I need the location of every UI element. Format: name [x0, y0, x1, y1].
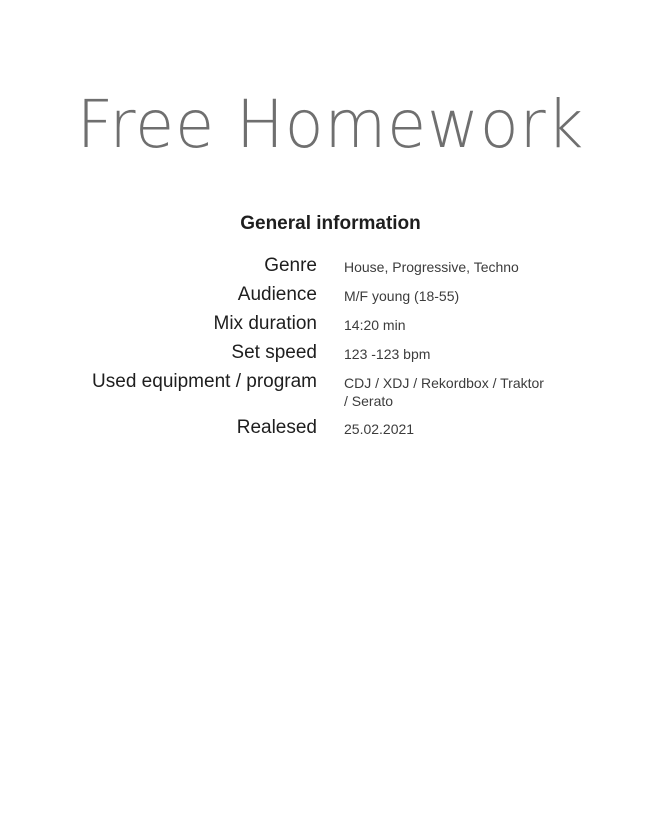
info-value: 14:20 min [344, 317, 406, 333]
info-row-genre [0, 254, 661, 277]
info-value: CDJ / XDJ / Rekordbox / Traktor / Serato [344, 375, 544, 409]
info-label: Set speed [231, 342, 317, 363]
info-row-audience [0, 283, 661, 306]
info-label: Audience [237, 284, 317, 305]
info-row-released [0, 416, 661, 439]
info-label: Used equipment / program [92, 371, 317, 392]
info-label: Mix duration [213, 313, 317, 334]
info-value: House, Progressive, Techno [344, 259, 519, 275]
info-value: M/F young (18-55) [344, 288, 460, 304]
info-value: 123 -123 bpm [344, 346, 431, 362]
info-row-set-speed [0, 341, 661, 364]
info-value: 25.02.2021 [344, 421, 415, 437]
info-table [0, 254, 661, 445]
section-heading: General information [240, 213, 421, 234]
page-title: Free Homework [76, 86, 585, 163]
info-row-mix-duration [0, 312, 661, 335]
info-label: Realesed [236, 417, 317, 438]
info-label: Genre [264, 255, 317, 276]
info-row-used-equipment [0, 370, 661, 410]
